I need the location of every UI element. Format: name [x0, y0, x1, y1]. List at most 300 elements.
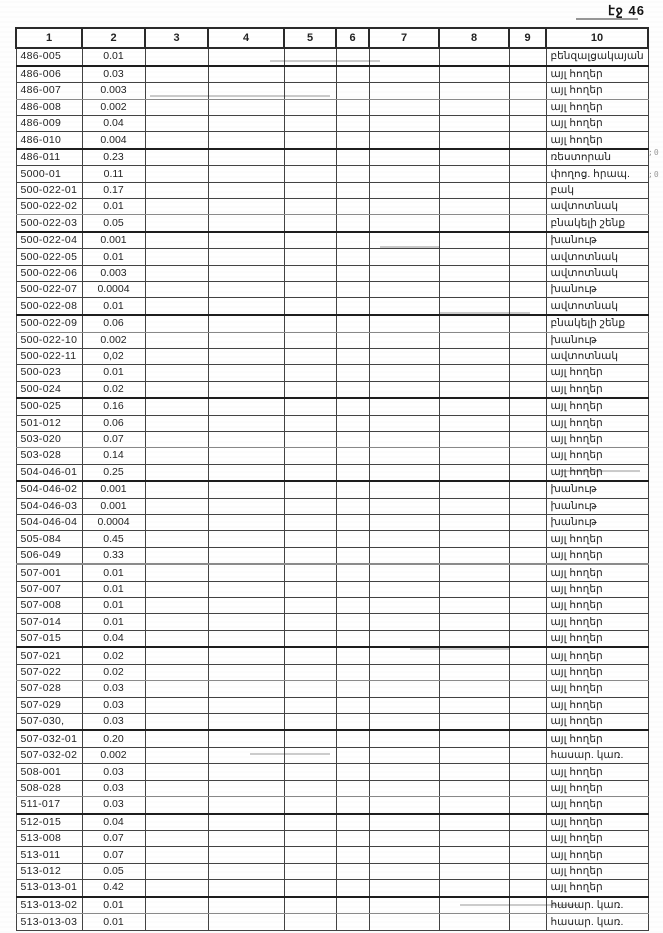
empty-cell: [369, 697, 439, 713]
empty-cell: [509, 83, 546, 99]
empty-cell: [145, 797, 208, 814]
area-value-cell: 0.01: [82, 598, 145, 614]
empty-cell: [208, 647, 284, 664]
empty-cell: [369, 448, 439, 464]
land-use-cell: այլ հողեր: [546, 713, 648, 730]
empty-cell: [208, 481, 284, 498]
parcel-code-cell: 507-007: [16, 581, 82, 597]
empty-cell: [284, 515, 336, 531]
table-row: [16, 697, 648, 713]
empty-cell: [509, 115, 546, 131]
empty-cell: [439, 215, 509, 232]
empty-cell: [284, 814, 336, 831]
empty-cell: [145, 115, 208, 131]
empty-cell: [336, 365, 369, 381]
parcel-code-cell: 486-009: [16, 115, 82, 131]
area-value-cell: 0.01: [82, 897, 145, 914]
area-value-cell: 0.02: [82, 381, 145, 398]
margin-mark: ;0: [648, 170, 660, 179]
empty-cell: [208, 547, 284, 564]
empty-cell: [509, 149, 546, 166]
empty-cell: [336, 481, 369, 498]
empty-cell: [336, 66, 369, 83]
empty-cell: [439, 515, 509, 531]
empty-cell: [284, 564, 336, 581]
parcel-code-cell: 507-015: [16, 630, 82, 647]
empty-cell: [509, 249, 546, 265]
area-value-cell: 0.16: [82, 398, 145, 415]
empty-cell: [369, 531, 439, 547]
empty-cell: [439, 831, 509, 847]
empty-cell: [369, 581, 439, 597]
empty-cell: [208, 381, 284, 398]
empty-cell: [509, 166, 546, 182]
land-use-cell: այլ հողեր: [546, 780, 648, 796]
empty-cell: [369, 764, 439, 780]
empty-cell: [439, 415, 509, 431]
empty-cell: [439, 132, 509, 149]
empty-cell: [208, 232, 284, 249]
empty-cell: [509, 398, 546, 415]
empty-cell: [369, 897, 439, 914]
table-row: [16, 215, 648, 232]
empty-cell: [509, 215, 546, 232]
empty-cell: [369, 298, 439, 315]
empty-cell: [509, 880, 546, 897]
empty-cell: [145, 48, 208, 66]
parcel-code-cell: 486-010: [16, 132, 82, 149]
parcel-code-cell: 500-022-09: [16, 315, 82, 332]
empty-cell: [284, 880, 336, 897]
column-header-3: 3: [145, 28, 208, 48]
land-use-cell: բենզալցակայան: [546, 48, 648, 66]
table-row: [16, 647, 648, 664]
empty-cell: [369, 99, 439, 115]
parcel-code-cell: 5000-01: [16, 166, 82, 182]
land-use-cell: այլ հողեր: [546, 415, 648, 431]
empty-cell: [369, 547, 439, 564]
empty-cell: [439, 282, 509, 298]
empty-cell: [208, 66, 284, 83]
empty-cell: [509, 897, 546, 914]
empty-cell: [336, 249, 369, 265]
empty-cell: [369, 814, 439, 831]
empty-cell: [284, 664, 336, 680]
empty-cell: [208, 282, 284, 298]
empty-cell: [208, 348, 284, 364]
empty-cell: [284, 298, 336, 315]
empty-cell: [369, 282, 439, 298]
column-header-8: 8: [439, 28, 509, 48]
land-use-cell: այլ հողեր: [546, 581, 648, 597]
empty-cell: [145, 348, 208, 364]
area-value-cell: 0.01: [82, 564, 145, 581]
land-use-cell: այլ հողեր: [546, 431, 648, 447]
empty-cell: [439, 498, 509, 514]
area-value-cell: 0.42: [82, 880, 145, 897]
empty-cell: [336, 664, 369, 680]
empty-cell: [369, 149, 439, 166]
empty-cell: [336, 464, 369, 481]
table-row: [16, 149, 648, 166]
land-use-cell: այլ հողեր: [546, 664, 648, 680]
empty-cell: [145, 232, 208, 249]
empty-cell: [336, 630, 369, 647]
empty-cell: [284, 48, 336, 66]
empty-cell: [509, 348, 546, 364]
land-use-cell: ավտոտնակ: [546, 249, 648, 265]
land-use-cell: խանութ: [546, 332, 648, 348]
area-value-cell: 0.003: [82, 83, 145, 99]
empty-cell: [439, 747, 509, 763]
area-value-cell: 0.07: [82, 431, 145, 447]
empty-cell: [284, 149, 336, 166]
area-value-cell: 0.06: [82, 315, 145, 332]
empty-cell: [439, 249, 509, 265]
empty-cell: [145, 398, 208, 415]
area-value-cell: 0.03: [82, 697, 145, 713]
area-value-cell: 0.003: [82, 265, 145, 281]
table-row: [16, 66, 648, 83]
empty-cell: [509, 797, 546, 814]
table-row: [16, 897, 648, 914]
empty-cell: [208, 498, 284, 514]
parcel-code-cell: 500-022-03: [16, 215, 82, 232]
empty-cell: [208, 431, 284, 447]
area-value-cell: 0.04: [82, 115, 145, 131]
empty-cell: [336, 713, 369, 730]
empty-cell: [369, 215, 439, 232]
empty-cell: [145, 581, 208, 597]
empty-cell: [284, 681, 336, 697]
area-value-cell: 0.45: [82, 531, 145, 547]
empty-cell: [439, 365, 509, 381]
empty-cell: [336, 814, 369, 831]
empty-cell: [369, 630, 439, 647]
table-row: [16, 315, 648, 332]
area-value-cell: 0.01: [82, 365, 145, 381]
empty-cell: [369, 48, 439, 66]
empty-cell: [509, 232, 546, 249]
empty-cell: [208, 564, 284, 581]
land-use-cell: ավտոտնակ: [546, 348, 648, 364]
area-value-cell: 0.01: [82, 614, 145, 630]
empty-cell: [439, 381, 509, 398]
empty-cell: [509, 564, 546, 581]
empty-cell: [284, 847, 336, 863]
empty-cell: [369, 166, 439, 182]
empty-cell: [509, 730, 546, 747]
area-value-cell: 0.05: [82, 863, 145, 879]
land-use-cell: այլ հողեր: [546, 365, 648, 381]
land-use-cell: այլ հողեր: [546, 863, 648, 879]
table-row: [16, 249, 648, 265]
empty-cell: [208, 880, 284, 897]
empty-cell: [284, 332, 336, 348]
parcel-code-cell: 504-046-03: [16, 498, 82, 514]
table-row: [16, 431, 648, 447]
empty-cell: [369, 847, 439, 863]
empty-cell: [509, 365, 546, 381]
empty-cell: [509, 282, 546, 298]
empty-cell: [439, 598, 509, 614]
empty-cell: [369, 780, 439, 796]
area-value-cell: 0.20: [82, 730, 145, 747]
parcel-code-cell: 500-022-04: [16, 232, 82, 249]
empty-cell: [336, 182, 369, 198]
empty-cell: [145, 831, 208, 847]
empty-cell: [439, 265, 509, 281]
parcel-code-cell: 503-028: [16, 448, 82, 464]
empty-cell: [208, 681, 284, 697]
parcel-code-cell: 513-013-03: [16, 914, 82, 931]
empty-cell: [439, 564, 509, 581]
land-use-cell: այլ հողեր: [546, 398, 648, 415]
empty-cell: [369, 747, 439, 763]
land-use-cell: այլ հողեր: [546, 547, 648, 564]
empty-cell: [145, 481, 208, 498]
empty-cell: [208, 415, 284, 431]
parcel-code-cell: 508-028: [16, 780, 82, 796]
empty-cell: [509, 780, 546, 796]
empty-cell: [336, 697, 369, 713]
empty-cell: [336, 166, 369, 182]
empty-cell: [369, 332, 439, 348]
empty-cell: [208, 764, 284, 780]
empty-cell: [369, 831, 439, 847]
empty-cell: [336, 132, 369, 149]
empty-cell: [208, 515, 284, 531]
parcel-code-cell: 500-022-05: [16, 249, 82, 265]
empty-cell: [208, 847, 284, 863]
empty-cell: [509, 315, 546, 332]
empty-cell: [509, 99, 546, 115]
empty-cell: [369, 481, 439, 498]
empty-cell: [284, 464, 336, 481]
empty-cell: [336, 863, 369, 879]
empty-cell: [336, 398, 369, 415]
empty-cell: [145, 697, 208, 713]
empty-cell: [145, 880, 208, 897]
parcel-code-cell: 507-014: [16, 614, 82, 630]
land-use-cell: ավտոտնակ: [546, 199, 648, 215]
area-value-cell: 0.002: [82, 332, 145, 348]
empty-cell: [145, 914, 208, 931]
land-use-cell: այլ հողեր: [546, 564, 648, 581]
land-use-cell: այլ հողեր: [546, 681, 648, 697]
empty-cell: [509, 265, 546, 281]
land-use-cell: այլ հողեր: [546, 797, 648, 814]
parcel-code-cell: 500-022-08: [16, 298, 82, 315]
empty-cell: [284, 215, 336, 232]
area-value-cell: 0.03: [82, 764, 145, 780]
table-row: [16, 797, 648, 814]
area-value-cell: 0.001: [82, 498, 145, 514]
parcel-code-cell: 486-008: [16, 99, 82, 115]
empty-cell: [369, 498, 439, 514]
empty-cell: [509, 199, 546, 215]
table-row: [16, 365, 648, 381]
area-value-cell: 0,02: [82, 348, 145, 364]
parcel-code-cell: 503-020: [16, 431, 82, 447]
parcel-code-cell: 486-005: [16, 48, 82, 66]
table-row: [16, 713, 648, 730]
empty-cell: [145, 132, 208, 149]
empty-cell: [439, 581, 509, 597]
empty-cell: [284, 448, 336, 464]
empty-cell: [369, 381, 439, 398]
land-use-cell: փողոց. հրապ.: [546, 166, 648, 182]
land-use-cell: այլ հողեր: [546, 381, 648, 398]
land-use-cell: այլ հողեր: [546, 764, 648, 780]
empty-cell: [284, 199, 336, 215]
parcel-code-cell: 505-084: [16, 531, 82, 547]
empty-cell: [208, 581, 284, 597]
area-value-cell: 0.001: [82, 232, 145, 249]
area-value-cell: 0.07: [82, 831, 145, 847]
empty-cell: [284, 282, 336, 298]
empty-cell: [509, 448, 546, 464]
area-value-cell: 0.14: [82, 448, 145, 464]
empty-cell: [336, 847, 369, 863]
empty-cell: [509, 515, 546, 531]
table-row: [16, 464, 648, 481]
empty-cell: [336, 215, 369, 232]
empty-cell: [439, 531, 509, 547]
empty-cell: [509, 664, 546, 680]
land-use-cell: այլ հողեր: [546, 847, 648, 863]
empty-cell: [145, 83, 208, 99]
land-use-cell: ավտոտնակ: [546, 298, 648, 315]
column-header-7: 7: [369, 28, 439, 48]
empty-cell: [509, 614, 546, 630]
empty-cell: [509, 66, 546, 83]
table-row: [16, 814, 648, 831]
empty-cell: [439, 66, 509, 83]
table-row: [16, 831, 648, 847]
column-header-10: 10: [546, 28, 648, 48]
empty-cell: [145, 265, 208, 281]
parcel-code-cell: 507-008: [16, 598, 82, 614]
empty-cell: [336, 498, 369, 514]
land-use-cell: այլ հողեր: [546, 448, 648, 464]
empty-cell: [509, 481, 546, 498]
empty-cell: [208, 315, 284, 332]
empty-cell: [369, 132, 439, 149]
land-use-cell: այլ հողեր: [546, 531, 648, 547]
parcel-code-cell: 511-017: [16, 797, 82, 814]
empty-cell: [145, 149, 208, 166]
parcel-code-cell: 500-023: [16, 365, 82, 381]
land-use-cell: բակ: [546, 182, 648, 198]
land-use-cell: այլ հողեր: [546, 814, 648, 831]
column-header-2: 2: [82, 28, 145, 48]
empty-cell: [208, 531, 284, 547]
empty-cell: [284, 863, 336, 879]
empty-cell: [509, 415, 546, 431]
empty-cell: [284, 398, 336, 415]
table-row: [16, 547, 648, 564]
empty-cell: [145, 764, 208, 780]
empty-cell: [336, 298, 369, 315]
empty-cell: [369, 863, 439, 879]
empty-cell: [145, 166, 208, 182]
parcel-code-cell: 486-007: [16, 83, 82, 99]
empty-cell: [336, 448, 369, 464]
empty-cell: [208, 747, 284, 763]
empty-cell: [439, 797, 509, 814]
parcel-code-cell: 508-001: [16, 764, 82, 780]
empty-cell: [509, 581, 546, 597]
parcel-code-cell: 500-025: [16, 398, 82, 415]
empty-cell: [145, 564, 208, 581]
table-row: [16, 199, 648, 215]
area-value-cell: 0.002: [82, 747, 145, 763]
empty-cell: [208, 630, 284, 647]
empty-cell: [369, 598, 439, 614]
parcel-code-cell: 504-046-01: [16, 464, 82, 481]
empty-cell: [208, 265, 284, 281]
land-use-cell: խանութ: [546, 481, 648, 498]
parcel-code-cell: 500-022-02: [16, 199, 82, 215]
empty-cell: [208, 897, 284, 914]
empty-cell: [145, 747, 208, 763]
table-row: [16, 863, 648, 879]
table-row: [16, 498, 648, 514]
empty-cell: [208, 215, 284, 232]
land-use-cell: խանութ: [546, 282, 648, 298]
parcel-code-cell: 504-046-04: [16, 515, 82, 531]
area-value-cell: 0.01: [82, 581, 145, 597]
parcel-code-cell: 513-012: [16, 863, 82, 879]
area-value-cell: 0.03: [82, 780, 145, 796]
empty-cell: [284, 166, 336, 182]
empty-cell: [336, 880, 369, 897]
empty-cell: [439, 630, 509, 647]
empty-cell: [509, 814, 546, 831]
empty-cell: [208, 115, 284, 131]
empty-cell: [336, 48, 369, 66]
land-use-cell: այլ հողեր: [546, 647, 648, 664]
empty-cell: [509, 598, 546, 614]
empty-cell: [336, 381, 369, 398]
empty-cell: [369, 265, 439, 281]
area-value-cell: 0.11: [82, 166, 145, 182]
empty-cell: [145, 664, 208, 680]
empty-cell: [439, 166, 509, 182]
empty-cell: [336, 265, 369, 281]
empty-cell: [208, 83, 284, 99]
empty-cell: [369, 564, 439, 581]
area-value-cell: 0.01: [82, 199, 145, 215]
land-use-cell: խանութ: [546, 498, 648, 514]
empty-cell: [439, 730, 509, 747]
empty-cell: [208, 48, 284, 66]
empty-cell: [336, 531, 369, 547]
empty-cell: [208, 780, 284, 796]
land-use-cell: այլ հողեր: [546, 464, 648, 481]
empty-cell: [369, 398, 439, 415]
page-number-label: էջ 46: [607, 3, 645, 18]
land-registry-table: [15, 27, 649, 931]
empty-cell: [439, 614, 509, 630]
empty-cell: [208, 398, 284, 415]
empty-cell: [439, 681, 509, 697]
empty-cell: [439, 115, 509, 131]
empty-cell: [336, 232, 369, 249]
area-value-cell: 0.03: [82, 797, 145, 814]
land-use-cell: ռեստորան: [546, 149, 648, 166]
